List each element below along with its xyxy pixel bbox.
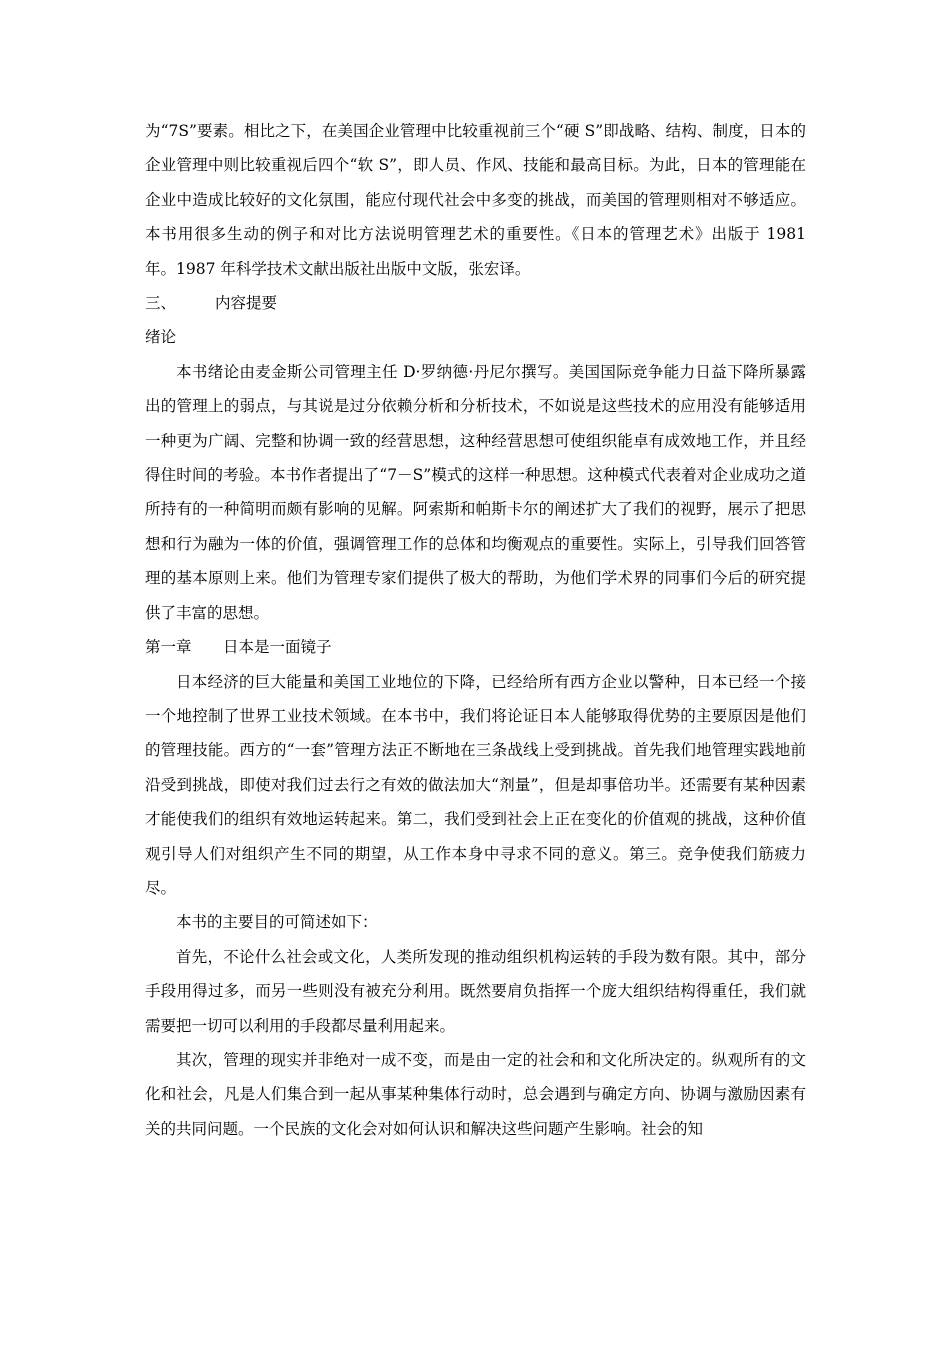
document-page — [145, 114, 806, 1146]
chapter-paragraph: 首先，不论什么社会或文化，人类所发现的推动组织机构运转的手段为数有限。其中，部分手段用得过多，而另一些则没有被充分利用。既然要肩负指挥一个庞大组织结构得重任，我们就需要把一切可以利用的手段都尽量利用起来。 — [145, 947, 806, 1035]
intro-tail-paragraph: 为“7S”要素。相比之下，在美国企业管理中比较重视前三个“硬 S”即战略、结构、制度，日本的企业管理中则比较重视后四个“软 S”，即人员、作风、技能和最高目标。为此，日本的管理能在企业中造成比较好的文化氛围，能应付现代社会中多变的挑战，而美国的管理则相对不够适应。本书用很多生动的例子和对比方法说明管理艺术的重要性。《日本的管理艺术》出版于 1981 年。1987 年科学技术文献出版社出版中文版，张宏译。 — [145, 122, 806, 278]
chapter-paragraph: 本书的主要目的可简述如下： — [176, 913, 378, 932]
section-heading — [145, 286, 806, 320]
chapter-paragraph: 其次，管理的现实并非绝对一成不变，而是由一定的社会和和文化所决定的。纵观所有的文化和社会，凡是人们集合到一起从事某种集体行动时，总会遇到与确定方向、协调与激励因素有关的共同问题。一个民族的文化会对如何认识和解决这些问题产生影响。社会的知 — [145, 1050, 806, 1138]
chapter-number: 第一章 — [145, 638, 192, 657]
chapter-paragraph: 日本经济的巨大能量和美国工业地位的下降，已经给所有西方企业以警种，日本已经一个接一个地控制了世界工业技术领域。在本书中，我们将论证日本人能够取得优势的主要原因是他们的管理技能。西方的“一套”管理方法正不断地在三条战线上受到挑战。首先我们地管理实践地前沿受到挑战，即使对我们过去行之有效的做法加大“剂量”，但是却事倍功半。还需要有某种因素才能使我们的组织有效地运转起来。第二，我们受到社会上正在变化的价值观的挑战，这种价值观引导人们对组织产生不同的期望，从工作本身中寻求不同的意义。第三。竞争使我们筋疲力尽。 — [145, 672, 806, 897]
intro-heading: 绪论 — [145, 328, 177, 347]
section-title: 内容提要 — [215, 294, 278, 313]
chapter-heading — [145, 630, 806, 664]
intro-paragraph: 本书绪论由麦金斯公司管理主任 D·罗纳德·丹尼尔撰写。美国国际竞争能力日益下降所暴露出的管理上的弱点，与其说是过分依赖分析和分析技术，不如说是这些技术的应用没有能够适用一种更为广阔、完整和协调一致的经营思想，这种经营思想可使组织能卓有成效地工作，并且经得住时间的考验。本书作者提出了“7－S”模式的这样一种思想。这种模式代表着对企业成功之道所持有的一种简明而颇有影响的见解。阿索斯和帕斯卡尔的阐述扩大了我们的视野，展示了把思想和行为融为一体的价值，强调管理工作的总体和均衡观点的重要性。实际上，引导我们回答管理的基本原则上来。他们为管理专家们提供了极大的帮助，为他们学术界的同事们今后的研究提供了丰富的思想。 — [145, 362, 806, 622]
section-number: 三、 — [145, 294, 177, 313]
chapter-title: 日本是一面镜子 — [223, 638, 332, 657]
